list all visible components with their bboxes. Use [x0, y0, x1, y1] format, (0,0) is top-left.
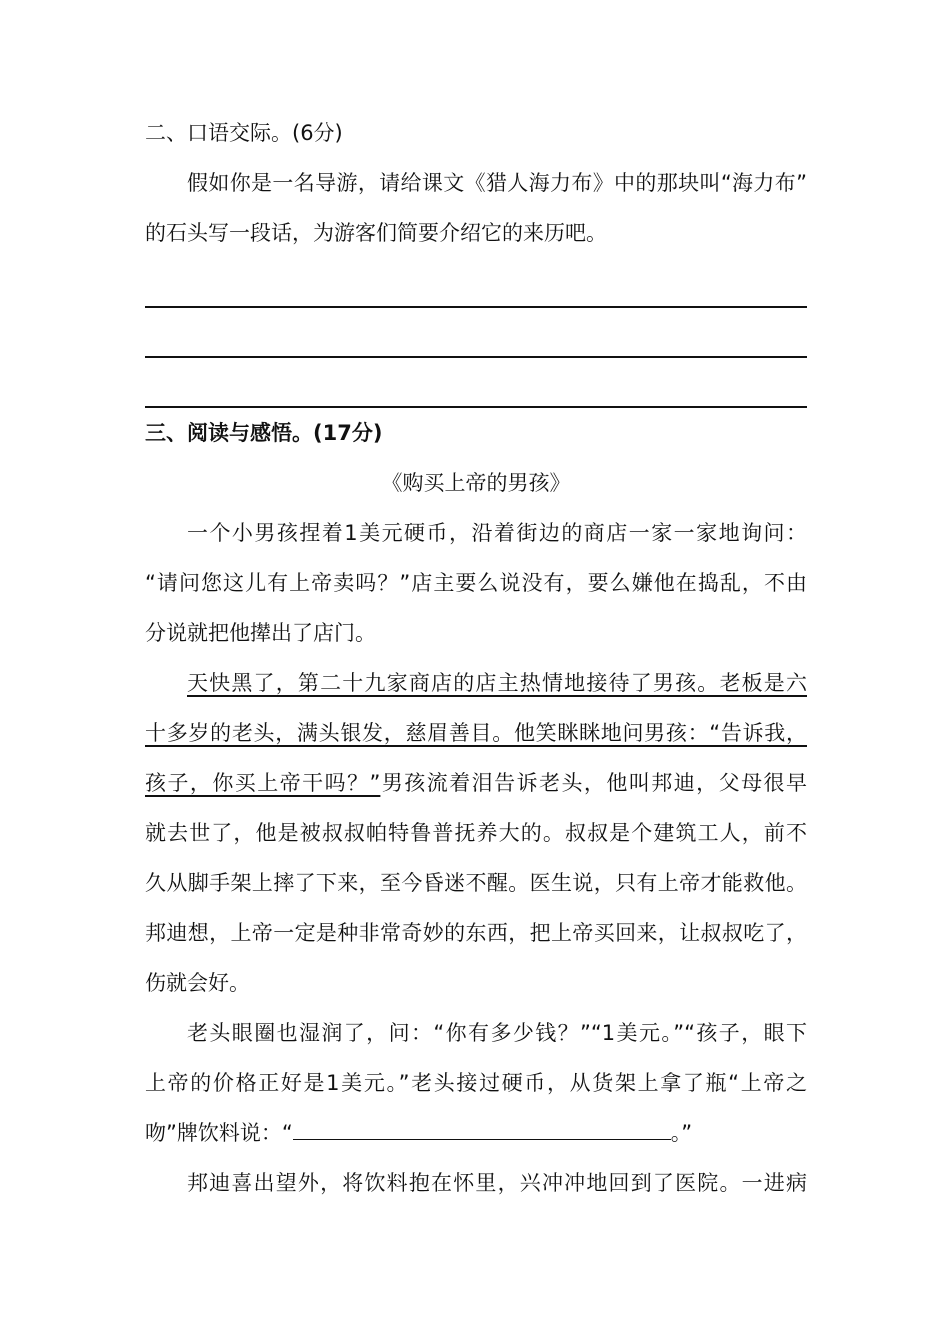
- story-line: 邦迪喜出望外，将饮料抱在怀里，兴冲冲地回到了医院。一进病: [187, 1171, 807, 1195]
- story-line: 老头眼圈也湿润了，问：“你有多少钱？”“1美元。”“孩子，眼下: [187, 1021, 807, 1045]
- underlined-sentence: 十多岁的老头，满头银发，慈眉善目。他笑眯眯地问男孩：“告诉我，: [145, 721, 807, 745]
- underlined-sentence: 天快黑了，第二十九家商店的店主热情地接待了男孩。老板是六: [187, 671, 807, 695]
- story-line: 一个小男孩捏着1美元硬币，沿着街边的商店一家一家地询问：: [187, 521, 807, 545]
- answer-line-2[interactable]: [145, 308, 807, 358]
- story-line: 分说就把他撵出了店门。: [145, 621, 376, 645]
- section-2-prompt-line: 假如你是一名导游，请给课文《猎人海力布》中的那块叫“海力布”: [187, 171, 807, 195]
- section-2-prompt-line: 的石头写一段话，为游客们简要介绍它的来历吧。: [145, 221, 607, 245]
- story-line: 伤就会好。: [145, 971, 250, 995]
- story-text: 。”: [670, 1121, 693, 1145]
- story-title: 《购买上帝的男孩》: [381, 471, 571, 495]
- story-line: 上帝的价格正好是1美元。”老头接过硬币，从货架上拿了瓶“上帝之: [145, 1071, 807, 1095]
- answer-line-3[interactable]: [145, 358, 807, 408]
- story-line: 邦迪想，上帝一定是种非常奇妙的东西，把上帝买回来，让叔叔吃了，: [145, 921, 807, 945]
- answer-line-1[interactable]: [145, 258, 807, 308]
- story-line: 就去世了，他是被叔叔帕特鲁普抚养大的。叔叔是个建筑工人，前不: [145, 821, 807, 845]
- underlined-sentence: 孩子，你买上帝干吗？”: [145, 771, 381, 795]
- document-page: [145, 108, 807, 1208]
- story-text: 男孩流着泪告诉老头，他叫邦迪，父母很早: [380, 771, 807, 795]
- story-line-underlined: [145, 708, 807, 758]
- story-line: “请问您这儿有上帝卖吗？”店主要么说没有，要么嫌他在捣乱，不由: [145, 571, 807, 595]
- fill-in-blank[interactable]: [293, 1121, 671, 1140]
- section-2-heading: 二、口语交际。(6分): [145, 121, 343, 145]
- story-line-with-blank: [145, 1108, 807, 1158]
- section-3-heading: 三、阅读与感悟。(17分): [145, 421, 383, 445]
- story-line: [145, 758, 807, 808]
- story-line: 久从脚手架上摔了下来，至今昏迷不醒。医生说，只有上帝才能救他。: [145, 871, 807, 895]
- story-line-underlined: [145, 658, 807, 708]
- story-text: 吻”牌饮料说：“: [145, 1121, 293, 1145]
